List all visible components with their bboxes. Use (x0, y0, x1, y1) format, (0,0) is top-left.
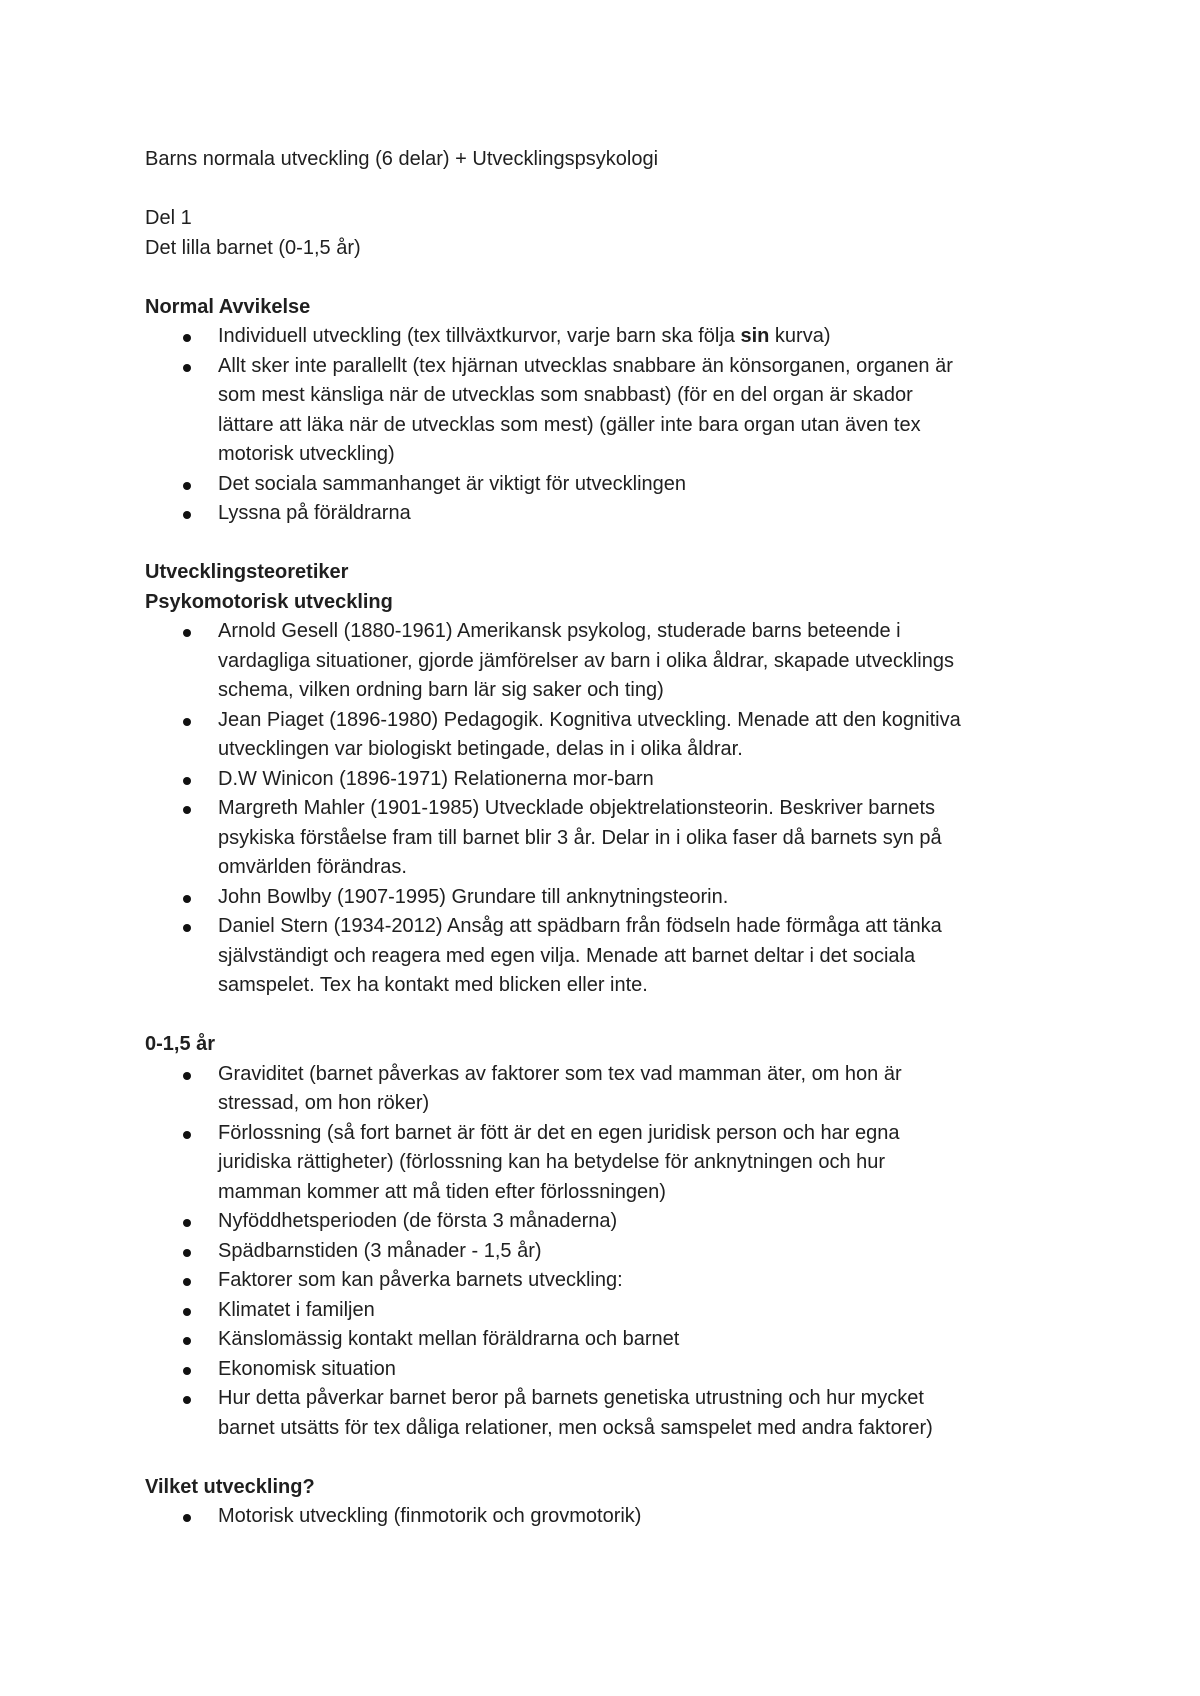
text-line: som mest känsliga när de utvecklas som snabbast) (för en del organ är skador (218, 384, 913, 406)
text-segment: kurva) (769, 325, 831, 347)
text-line: vardagliga situationer, gjorde jämförelser av barn i olika åldrar, skapade utvecklings (218, 649, 954, 672)
text-line: samspelet. Tex ha kontakt med blicken eller inte. (218, 974, 648, 996)
list-item (145, 322, 1080, 352)
list-item-text: Faktorer som kan påverka barnets utveckling: (218, 1269, 623, 1291)
list-item-text: Lyssna på föräldrarna (218, 502, 411, 524)
list-item-text (218, 1060, 1080, 1119)
bullet-icon (183, 1367, 191, 1375)
list-item-text (218, 1119, 1080, 1208)
bullet-icon (183, 1278, 191, 1286)
list-item-text (218, 617, 1080, 706)
section-heading-age: 0-1,5 år (145, 1033, 216, 1055)
text-line: Graviditet (barnet påverkas av faktorer som tex vad mamman äter, om hon är (218, 1062, 902, 1085)
text-line: stressad, om hon röker) (218, 1092, 430, 1114)
bullet-icon (183, 1072, 191, 1080)
bullet-icon (183, 777, 191, 785)
bullet-icon (183, 895, 191, 903)
document-title: Barns normala utveckling (6 delar) + Utvecklingspsykologi (145, 148, 659, 170)
text-line: lättare att läka när de utvecklas som mest) (gäller inte bara organ utan även tex (218, 413, 921, 436)
text-line: barnet utsätts för tex dåliga relationer, men också samspelet med andra faktorer) (218, 1416, 933, 1439)
text-line: Margreth Mahler (1901-1985) Utvecklade objektrelationsteorin. Beskriver barnets (218, 797, 936, 819)
list-item-text: Det sociala sammanhanget är viktigt för utvecklingen (218, 472, 687, 495)
list-item (145, 794, 1080, 883)
text-line: Daniel Stern (1934-2012) Ansåg att spädbarn från födseln hade förmåga att tänka (218, 915, 942, 937)
text-line: utvecklingen var biologiskt betingade, delas in i olika åldrar. (218, 738, 743, 760)
list-item (145, 1296, 1080, 1326)
text-line: psykiska förståelse fram till barnet blir 3 år. Delar in i olika faser då barnets syn på (218, 826, 942, 849)
text-line: omvärlden förändras. (218, 856, 407, 878)
bold-word: sin (740, 325, 770, 347)
list-item (145, 1119, 1080, 1208)
list-item (145, 1207, 1080, 1237)
list-item (145, 912, 1080, 1001)
text-line: motorisk utveckling) (218, 443, 395, 465)
list-item-text (218, 706, 1080, 765)
text-line: Allt sker inte parallellt (tex hjärnan utvecklas snabbare än könsorganen, organen är (218, 354, 953, 377)
list-item (145, 706, 1080, 765)
text-line: Förlossning (så fort barnet är fött är det en egen juridisk person och har egna (218, 1121, 900, 1144)
list-item (145, 499, 1080, 529)
part-label: Del 1 (145, 207, 192, 229)
bullet-icon (183, 806, 191, 814)
list-item (145, 617, 1080, 706)
list-item-text (218, 1384, 1080, 1443)
section-heading-theorists: Utvecklingsteoretiker (145, 561, 349, 583)
list-item (145, 1325, 1080, 1355)
list-item (145, 1266, 1080, 1296)
spacer (145, 529, 1080, 559)
list-item-text: Ekonomisk situation (218, 1357, 396, 1380)
text-segment: Individuell utveckling (tex tillväxtkurvor, varje barn ska följa (218, 325, 741, 347)
bullet-list-normal (145, 322, 1080, 529)
list-item-text (218, 794, 1080, 883)
list-item (145, 1355, 1080, 1385)
bullet-icon (183, 511, 191, 519)
list-item (145, 470, 1080, 500)
text-line: juridiska rättigheter) (förlossning kan ha betydelse för anknytningen och hur (218, 1151, 886, 1173)
list-item (145, 1060, 1080, 1119)
text-line: självständigt och reagera med egen vilja. Menade att barnet deltar i det sociala (218, 944, 916, 967)
bullet-icon (183, 364, 191, 372)
list-item-text: Känslomässig kontakt mellan föräldrarna och barnet (218, 1328, 680, 1350)
bullet-icon (183, 1337, 191, 1345)
list-item (145, 352, 1080, 470)
spacer (145, 1001, 1080, 1031)
section-heading-which: Vilket utveckling? (145, 1475, 315, 1498)
text-line: Hur detta påverkar barnet beror på barnets genetiska utrustning och hur mycket (218, 1387, 924, 1409)
bullet-icon (183, 1396, 191, 1404)
spacer (145, 1443, 1080, 1473)
list-item (145, 1237, 1080, 1267)
list-item (145, 1502, 1080, 1532)
section-subheading-psychomotor: Psykomotorisk utveckling (145, 590, 393, 613)
list-item (145, 883, 1080, 913)
list-item-text (218, 352, 1080, 470)
bullet-icon (183, 482, 191, 490)
spacer (145, 175, 1080, 205)
list-item (145, 1384, 1080, 1443)
text-line: schema, vilken ordning barn lär sig saker och ting) (218, 679, 664, 701)
text-line: mamman kommer att må tiden efter förlossningen) (218, 1180, 666, 1203)
bullet-icon (183, 718, 191, 726)
text-line: Arnold Gesell (1880-1961) Amerikansk psykolog, studerade barns beteende i (218, 620, 901, 642)
bullet-list-age (145, 1060, 1080, 1444)
spacer (145, 263, 1080, 293)
list-item-text: Spädbarnstiden (3 månader - 1,5 år) (218, 1239, 542, 1262)
list-item-text: D.W Winicon (1896-1971) Relationerna mor-barn (218, 767, 654, 790)
list-item-text: Klimatet i familjen (218, 1298, 375, 1321)
bullet-icon (183, 1131, 191, 1139)
bullet-list-which (145, 1502, 1080, 1532)
list-item-text: Motorisk utveckling (finmotorik och grovmotorik) (218, 1505, 642, 1527)
text-line: Jean Piaget (1896-1980) Pedagogik. Kognitiva utveckling. Menade att den kognitiva (218, 708, 961, 731)
bullet-icon (183, 1249, 191, 1257)
document-page (145, 145, 1080, 1532)
bullet-icon (183, 1308, 191, 1316)
list-item-text: John Bowlby (1907-1995) Grundare till anknytningsteorin. (218, 885, 729, 908)
bullet-icon (183, 924, 191, 932)
list-item-text (218, 912, 1080, 1001)
bullet-list-theorists (145, 617, 1080, 1001)
bullet-icon (183, 334, 191, 342)
section-heading-normal: Normal Avvikelse (145, 295, 311, 318)
list-item (145, 765, 1080, 795)
bullet-icon (183, 1514, 191, 1522)
part-subtitle: Det lilla barnet (0-1,5 år) (145, 236, 361, 259)
list-item-text (218, 322, 1080, 352)
list-item-text: Nyföddhetsperioden (de första 3 månaderna) (218, 1210, 618, 1232)
bullet-icon (183, 629, 191, 637)
bullet-icon (183, 1219, 191, 1227)
